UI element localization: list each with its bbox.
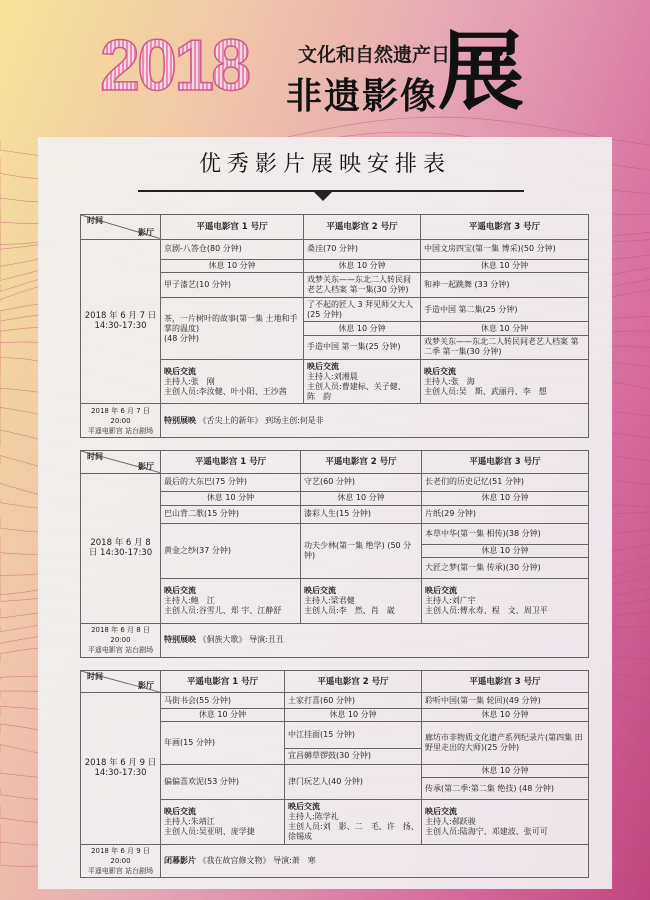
film-cell: 桑洼(70 分钟) [304, 239, 421, 259]
film-cell: 大匠之梦(第一集 传承)(30 分钟) [422, 558, 589, 579]
film-cell: 手造中国 第二集(25 分钟) [421, 297, 589, 322]
post-screening-talk: 映后交流 主持人:张 刚 主创人员:李汝健、叶小阳、王沙茜 [161, 360, 304, 404]
special-date-cell: 2018 年 6 月 9 日 20:00 平遥电影宫 站台剧场 [81, 844, 161, 877]
film-cell: 片纸(29 分钟) [422, 505, 589, 524]
break-cell: 休息 10 分钟 [161, 709, 285, 722]
break-cell: 休息 10 分钟 [421, 322, 589, 335]
break-cell: 休息 10 分钟 [304, 260, 421, 273]
hall-2-header: 平遥电影宫 2 号厅 [304, 215, 421, 240]
film-cell: 和神一起跳舞 (33 分钟) [421, 273, 589, 298]
post-screening-talk: 映后交流 主持人:刘广宇 主创人员:傅永寿、程 文、周卫平 [422, 578, 589, 623]
special-date-cell: 2018 年 6 月 8 日 20:00 平遥电影宫 站台剧场 [81, 623, 161, 657]
film-cell: 京剧-八答仓(80 分钟) [161, 239, 304, 259]
break-cell: 休息 10 分钟 [304, 322, 421, 335]
post-screening-talk: 映后交流 主持人:梁君健 主创人员:李 然、肖 崴 [301, 578, 422, 623]
film-cell: 廊坊市非物质文化遗产系列纪录片(第四集 田野里走出的大师)(25 分钟) [422, 722, 589, 764]
subtitle-heritage-day: 文化和自然遗产日 [298, 45, 451, 66]
film-cell: 传承(第二季:第二集 绝技) (48 分钟) [422, 777, 589, 799]
time-label: 时间 [87, 672, 103, 681]
break-cell: 休息 10 分钟 [301, 492, 422, 505]
break-cell: 休息 10 分钟 [421, 260, 589, 273]
film-cell: 津门玩艺人(40 分钟) [285, 764, 422, 799]
schedule-table-june-7 [80, 214, 589, 438]
film-cell: 甲子漆艺(10 分钟) [161, 273, 304, 298]
film-cell: 功夫少林(第一集 绝学) (50 分钟) [301, 524, 422, 579]
break-cell: 休息 10 分钟 [161, 260, 304, 273]
post-screening-talk: 映后交流 主持人:郝跃骏 主创人员:陆海宁、邓建波、张可可 [422, 800, 589, 844]
time-label: 时间 [87, 216, 103, 225]
film-cell: 聆听中国(第一集 轮回)(49 分钟) [422, 693, 589, 709]
closing-screening: 闭幕影片 《我在故宫修文物》 导演:萧 寒 [161, 844, 589, 877]
break-cell: 休息 10 分钟 [422, 709, 589, 722]
film-cell: 中江挂面(15 分钟) [285, 722, 422, 748]
post-screening-talk: 映后交流 主持人:鲍 江 主创人员:谷雪儿、郑 宇、江静舒 [161, 578, 301, 623]
hall-1-header: 平遥电影宫 1 号厅 [161, 215, 304, 240]
date-cell: 2018 年 6 月 9 日 14:30-17:30 [81, 693, 161, 844]
break-cell: 休息 10 分钟 [422, 492, 589, 505]
date-cell: 2018 年 6 月 8 日 14:30-17:30 [81, 473, 161, 623]
title-triangle-marker [314, 192, 332, 201]
film-cell: 土家打喜(60 分钟) [285, 693, 422, 709]
film-cell: 漆彩人生(15 分钟) [301, 505, 422, 524]
break-cell: 休息 10 分钟 [285, 709, 422, 722]
poster-header [0, 0, 650, 130]
film-cell: 戏梦关东——东北二人转民间老艺人档案 第一集(30 分钟) [304, 273, 421, 298]
film-cell: 中国文房四宝(第一集 博采)(50 分钟) [421, 239, 589, 259]
schedule-table-june-8 [80, 450, 589, 658]
post-screening-talk: 映后交流 主持人:刘湘晨 主创人员:曹建标、关子健、 陈 韵 [304, 360, 421, 404]
date-cell: 2018 年 6 月 7 日 14:30-17:30 [81, 239, 161, 404]
break-cell: 休息 10 分钟 [161, 492, 301, 505]
film-cell: 了不起的匠人 3 拜见师父大人(25 分钟) [304, 297, 421, 322]
break-cell: 休息 10 分钟 [422, 764, 589, 777]
film-cell: 最后的大东巴(75 分钟) [161, 473, 301, 492]
film-cell: 马街书会(55 分钟) [161, 693, 285, 709]
hall-3-header: 平遥电影宫 3 号厅 [421, 215, 589, 240]
header-corner [81, 671, 161, 693]
hall-label: 影厅 [138, 461, 154, 471]
schedule-table-june-9 [80, 670, 589, 878]
special-screening: 特别展映 《舌尖上的新年》 到场主创:何是非 [161, 404, 589, 438]
hall-3-header: 平遥电影宫 3 号厅 [422, 671, 589, 693]
film-cell: 年画(15 分钟) [161, 722, 285, 764]
special-screening: 特别展映 《侗族大歌》 导演:丑丑 [161, 623, 589, 657]
hall-label: 影厅 [138, 227, 154, 237]
schedule-title: 优秀影片展映安排表 [198, 151, 451, 176]
film-cell: 本草中华(第一集 相传)(38 分钟) [422, 524, 589, 545]
special-date-cell: 2018 年 6 月 7 日 20:00 平遥电影宫 站台剧场 [81, 404, 161, 438]
subtitle-intangible-images: 非遗影像 [286, 75, 439, 116]
film-cell: 黄金之纱(37 分钟) [161, 524, 301, 579]
film-cell: 宜昌薅草锣鼓(30 分钟) [285, 748, 422, 764]
break-cell: 休息 10 分钟 [422, 544, 589, 557]
film-cell: 偏偏喜欢泥(53 分钟) [161, 764, 285, 799]
film-cell: 巴山背二歌(15 分钟) [161, 505, 301, 524]
big-exhibition-character: 展 [438, 24, 524, 120]
schedule-panel [38, 137, 612, 889]
film-cell: 手造中国 第一集(25 分钟) [304, 335, 421, 360]
hall-1-header: 平遥电影宫 1 号厅 [161, 671, 285, 693]
time-label: 时间 [87, 452, 103, 461]
post-screening-talk: 映后交流 主持人:朱靖江 主创人员:吴亚明、庞学捷 [161, 800, 285, 844]
hall-2-header: 平遥电影宫 2 号厅 [301, 451, 422, 474]
film-cell: 茶，一片树叶的故事(第一集 土地和手掌的温度) (48 分钟) [161, 297, 304, 359]
film-cell: 守艺(60 分钟) [301, 473, 422, 492]
hall-3-header: 平遥电影宫 3 号厅 [422, 451, 589, 474]
header-corner [81, 215, 161, 240]
hall-2-header: 平遥电影宫 2 号厅 [285, 671, 422, 693]
film-cell: 长老们的历史记忆(51 分钟) [422, 473, 589, 492]
year-title: 2018 [100, 26, 249, 106]
hall-label: 影厅 [138, 681, 154, 691]
post-screening-talk: 映后交流 主持人:张 海 主创人员:吴 斯、武丽丹、李 想 [421, 360, 589, 404]
hall-1-header: 平遥电影宫 1 号厅 [161, 451, 301, 474]
post-screening-talk: 映后交流 主持人:陈学礼 主创人员:刘 影、二 毛、许 扬、 徐锡成 [285, 800, 422, 844]
header-corner [81, 451, 161, 474]
film-cell: 戏梦关东——东北二人转民间老艺人档案 第二季 第一集(30 分钟) [421, 335, 589, 360]
